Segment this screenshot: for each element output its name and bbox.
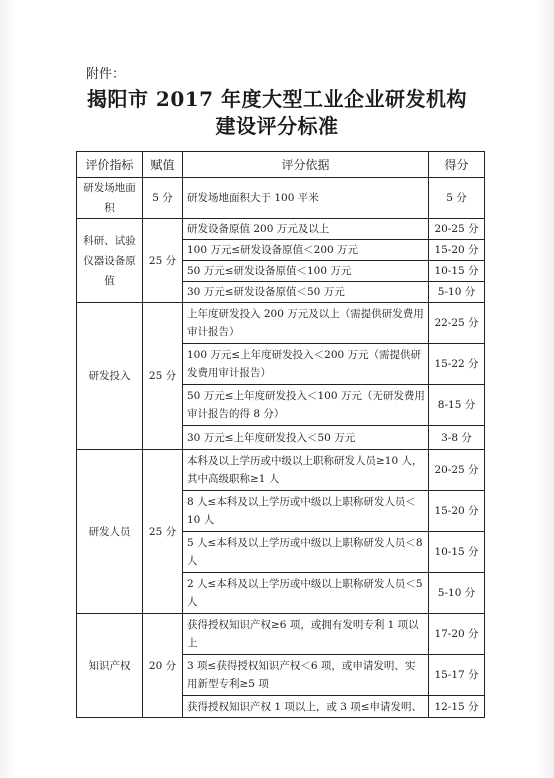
table-row — [77, 614, 485, 655]
score-cell: 5-10 分 — [429, 282, 485, 303]
scoring-table — [76, 151, 485, 718]
table-row — [77, 450, 485, 491]
score-cell: 15-17 分 — [429, 655, 485, 696]
score-cell: 22-25 分 — [429, 303, 485, 344]
indicator-cell: 研发人员 — [77, 450, 143, 614]
basis-cell: 100 万元≤研发设备原值＜200 万元 — [183, 240, 429, 261]
basis-cell: 50 万元≤研发设备原值＜100 万元 — [183, 261, 429, 282]
attachment-label: 附件： — [86, 67, 126, 82]
score-cell: 20-25 分 — [429, 450, 485, 491]
basis-cell: 研发场地面积大于 100 平米 — [183, 178, 429, 219]
score-cell: 17-20 分 — [429, 614, 485, 655]
basis-cell: 30 万元≤研发设备原值＜50 万元 — [183, 282, 429, 303]
score-cell: 8-15 分 — [429, 385, 485, 426]
score-cell: 20-25 分 — [429, 219, 485, 240]
weight-cell: 25 分 — [143, 450, 183, 614]
basis-cell: 30 万元≤上年度研发投入＜50 万元 — [183, 426, 429, 450]
basis-cell: 8 人≤本科及以上学历或中级以上职称研发人员＜10 人 — [183, 491, 429, 532]
score-cell: 15-22 分 — [429, 344, 485, 385]
column-header-weight: 赋值 — [143, 152, 183, 178]
weight-cell: 5 分 — [143, 178, 183, 219]
basis-cell: 本科及以上学历或中级以上职称研发人员≥10 人，其中高级职称≥1 人 — [183, 450, 429, 491]
basis-cell: 100 万元≤上年度研发投入＜200 万元（需提供研发费用审计报告） — [183, 344, 429, 385]
score-cell: 15-20 分 — [429, 240, 485, 261]
indicator-cell: 研发场地面积 — [77, 178, 143, 219]
score-cell: 15-20 分 — [429, 491, 485, 532]
table-row — [77, 178, 485, 219]
score-cell: 5-10 分 — [429, 573, 485, 614]
title-line-1: 揭阳市 2017 年度大型工业企业研发机构 — [86, 87, 468, 111]
weight-cell: 25 分 — [143, 219, 183, 303]
column-header-indicator: 评价指标 — [77, 152, 143, 178]
indicator-cell: 研发投入 — [77, 303, 143, 450]
weight-cell: 25 分 — [143, 303, 183, 450]
table-row — [77, 303, 485, 344]
basis-cell: 50 万元≤上年度研发投入＜100 万元（无研发费用审计报告的得 8 分） — [183, 385, 429, 426]
indicator-cell: 知识产权 — [77, 614, 143, 718]
basis-cell: 上年度研发投入 200 万元及以上（需提供研发费用审计报告） — [183, 303, 429, 344]
score-cell: 5 分 — [429, 178, 485, 219]
column-header-score: 得分 — [429, 152, 485, 178]
basis-cell: 3 项≤获得授权知识产权＜6 项，或申请发明、实用新型专利≥5 项 — [183, 655, 429, 696]
weight-cell: 20 分 — [143, 614, 183, 718]
title-line-2: 建设评分标准 — [215, 114, 339, 138]
basis-cell: 获得授权知识产权≥6 项，或拥有发明专利 1 项以上 — [183, 614, 429, 655]
score-cell: 10-15 分 — [429, 261, 485, 282]
column-header-basis: 评分依据 — [183, 152, 429, 178]
basis-cell: 5 人≤本科及以上学历或中级以上职称研发人员＜8 人 — [183, 532, 429, 573]
basis-cell: 获得授权知识产权 1 项以上，或 3 项≤申请发明、 — [183, 696, 429, 718]
basis-cell: 2 人≤本科及以上学历或中级以上职称研发人员＜5 人 — [183, 573, 429, 614]
score-cell: 10-15 分 — [429, 532, 485, 573]
document-title — [0, 86, 554, 140]
score-cell: 3-8 分 — [429, 426, 485, 450]
table-row — [77, 219, 485, 240]
score-cell: 12-15 分 — [429, 696, 485, 718]
indicator-cell: 科研、试验仪器设备原值 — [77, 219, 143, 303]
basis-cell: 研发设备原值 200 万元及以上 — [183, 219, 429, 240]
table-header-row — [77, 152, 485, 178]
